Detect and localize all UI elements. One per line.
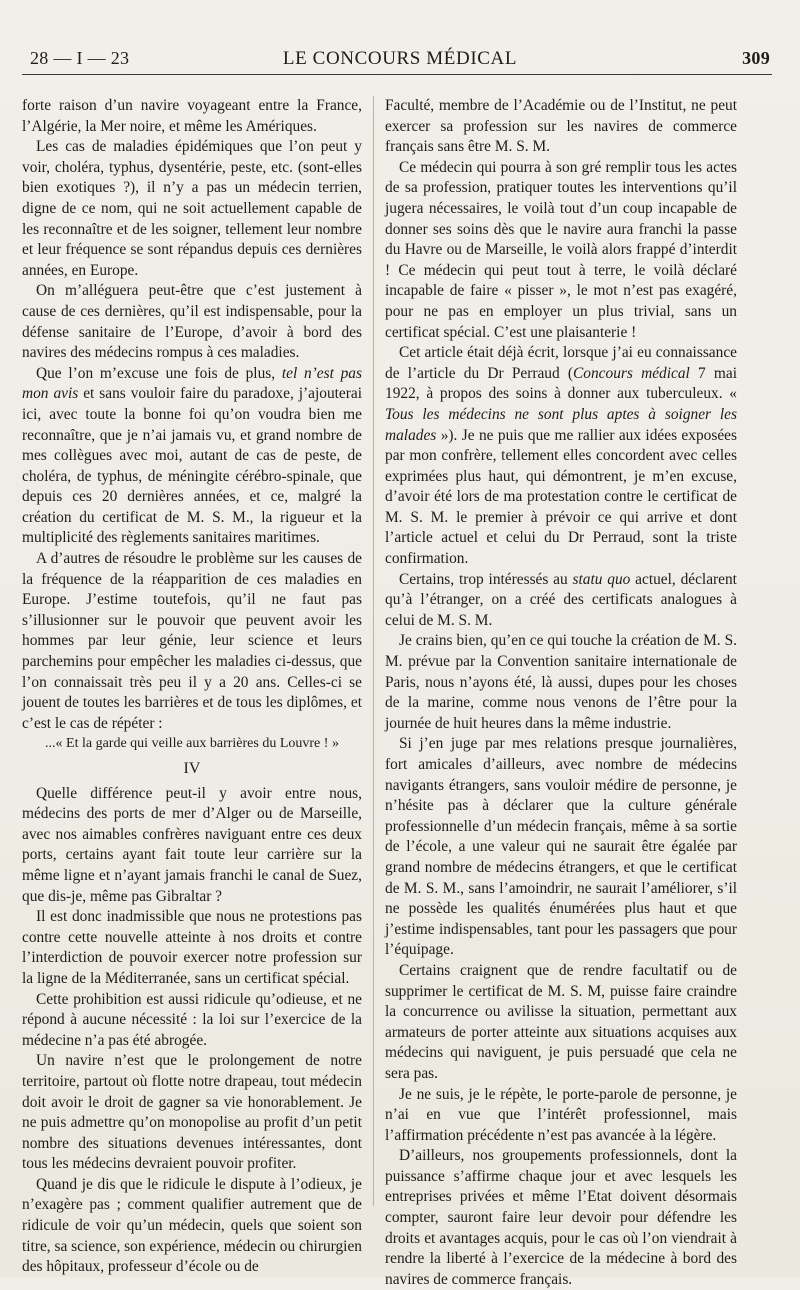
right-column [385,96,737,1290]
quotation: ...« Et la garde qui veille aux barrières du Louvre ! » [45,736,339,752]
paragraph: Un navire n’est que le prolongement de notre territoire, partout où flotte notre drapeau, tout médecin doit avoir le droit de gagner sa vie honorablement. Je ne puis admettre qu’on monopolise au profit d’un petit nombre des situations devenues intéressantes, dont tous les médecins devraient pouvoir profiter. [22,1052,362,1173]
paragraph: Quand je dis que le ridicule le dispute à l’odieux, je n’exagère pas ; comment qualifier autrement que de ridicule de voir qu’un médecin, quels que soient son titre, sa science, son expérience, médecin ou chirurgien des hôpitaux, professeur d’école ou de [22,1175,362,1276]
section-heading: IV [183,760,201,777]
text-run: Certains, trop intéressés au [399,570,568,588]
text-run: Cet article était déjà écrit, lorsque j’ai eu connaissance de l’article du Dr Perraud ( [385,344,737,382]
paragraph [385,570,737,632]
paragraph: forte raison d’un navire voyageant entre la France, l’Algérie, la Mer noire, et même les Amériques. [22,97,362,135]
header-rule [22,74,772,75]
paragraph: Faculté, membre de l’Académie ou de l’Institut, ne peut exercer sa profession sur les navires de commerce français sans être M. S. M. [385,97,737,156]
paragraph: Je crains bien, qu’en ce qui touche la création de M. S. M. prévue par la Convention sanitaire internationale de Paris, nous n’ayons été, là aussi, dupes pour les choses de la marine, comme nous venons de l’être pour la journée de huit heures dans la même industrie. [385,632,737,732]
text-run: »). Je ne puis que me rallier aux idées exposées par mon confrère, tellement elles concordent avec celles exprimées plus haut, qui démontrent, je m’en excuse, d’avoir été lors de ma protestation contre le certificat de M. S. M. le premier à prévoir ce qui arrive et dont l’article actuel et celui du Dr Perraud, sont la triste confirmation. [385,426,737,568]
paragraph: Ce médecin qui pourra à son gré remplir tous les actes de sa profession, pratiquer toutes les interventions qu’il jugera nécessaires, le voilà tout d’un coup incapable de donner ses soins dès que le navire aura franchi la passe du Havre ou de Marseille, le voilà alors frappé d’interdit ! Ce médecin qui peut tout à terre, le voilà déclaré incapable de faire « pisser », le mot n’est pas exagéré, pour ne pas en employer un plus trivial, sans un certificat spécial. C’est une plaisanterie ! [385,158,737,341]
italic-phrase: Tous les médecins ne sont plus aptes à soigner les malades [385,405,737,444]
paragraph: Je ne suis, je le répète, le porte-parole de personne, je n’ai en vue que l’intérêt professionnel, mais l’affirmation précédente n’est pas avancée à la légère. [385,1085,737,1144]
journal-title: LE CONCOURS MÉDICAL [282,48,518,69]
paragraph: Quelle différence peut-il y avoir entre nous, médecins des ports de mer d’Alger ou de Marseille, avec nos aimables confrères naviguant entre ces deux ports, certains ayant fait toute leur carrière sur la même ligne et n’ayant jamais franchi le canal de Suez, que dis-je, même pas Gibraltar ? [22,784,362,905]
text-run: 7 mai 1922, à propos des soins à donner aux tuberculeux. « [385,364,737,403]
italic-phrase: statu quo [572,570,631,588]
paragraph: Les cas de maladies épidémiques que l’on peut y voir, choléra, typhus, dysentérie, peste, etc. (sont-elles bien exotiques ?), il n’y a pas un médecin terrien, digne de ce nom, qui ne soit actuellement capable de les reconnaître et de les soigner, tellement leur nombre et leur fréquence se sont répandus depuis ces dernières années, en Europe. [22,138,362,279]
issue-folio: 28 — I — 23 [30,48,130,68]
left-column [22,96,362,1278]
paragraph: A d’autres de résoudre le problème sur les causes de la fréquence de la réapparition de ces maladies en Europe. J’estime toutefois, qu’il ne faut pas s’illusionner sur le pouvoir que peuvent avoir les hommes par leur génie, leur science et leurs parchemins pour empêcher les maladies ci-dessus, que l’on connaissait très peu il y a 20 ans. Celles-ci se jouent de toutes les barrières et de tous les diplômes, et c’est le cas de répéter : [22,550,362,732]
column-divider [373,96,374,1206]
italic-phrase: Concours médical [573,364,690,382]
paragraph: Cette prohibition est aussi ridicule qu’odieuse, et ne répond à aucune nécessité : la loi sur l’exercice de la médecine n’a pas été abrogée. [22,990,362,1049]
running-header [30,46,770,72]
text-run: Que l’on m’excuse une fois de plus, [36,364,276,382]
paragraph [385,343,737,570]
page-number: 309 [742,48,770,68]
text-run: et sans vouloir faire du paradoxe, j’ajouterai ici, avec toute la bonne foi qu’on voudra bien me reconnaître, que je n’ai jamais vu, et grand nombre de mes collègues avec moi, autant de cas de peste, de choléra, de typhus, de méningite cérébro-spinale, que depuis ces 20 dernières années, et ce, malgré la création du certificat de M. S. M., la rigueur et la multiplicité des règlements sanitaires maritimes. [22,385,362,547]
paragraph: Il est donc inadmissible que nous ne protestions pas contre cette nouvelle atteinte à nos droits et contre l’interdiction de pouvoir exercer notre profession sur la ligne de la Méditerranée, sans un certificat spécial. [22,908,362,987]
paragraph: Certains craignent que de rendre facultatif ou de supprimer le certificat de M. S. M, puisse faire craindre la concurrence ou avilisse la situation, permettant aux armateurs de porter atteinte aux situations acquises aux médecins qui naviguent, je puis persuadé que cela ne sera pas. [385,961,737,1082]
paragraph [22,364,362,549]
text-run: actuel, déclarent qu’à l’étranger, on a créé des certificats analogues à celui de M. S. M. [385,570,737,629]
paragraph: Si j’en juge par mes relations presque journalières, fort amicales d’ailleurs, avec nombre de médecins navigants étrangers, sans vouloir médire de personne, je n’hésite pas à déclarer que la culture générale professionnelle d’un médecin français, même à sa sortie de l’école, a une valeur qui ne saurait être égalée par grand nombre de médecins étrangers, et que le certificat de M. S. M., sans l’amoindrir, ne saurait l’améliorer, s’il ne possède les qualités énumérées plus haut et que j’estime indispensables, tant pour les passagers que pour l’équipage. [385,735,737,959]
italic-phrase: tel n’est pas mon avis [22,364,362,403]
paragraph: On m’alléguera peut-être que c’est justement à cause de ces dernières, qu’il est indispensable, pour la défense sanitaire de l’Europe, d’avoir à bord des navires des médecins rompus à ces maladies. [22,282,362,362]
paragraph: D’ailleurs, nos groupements professionnels, dont la puissance s’affirme chaque jour et avec lesquels les entreprises privées et même l’Etat doivent désormais compter, sauront faire leur devoir pour défendre les droits et avantages acquis, pour le cas où l’on viendrait à rendre la liberté à l’exercice de la médecine à bord des navires de commerce français. [385,1147,737,1288]
